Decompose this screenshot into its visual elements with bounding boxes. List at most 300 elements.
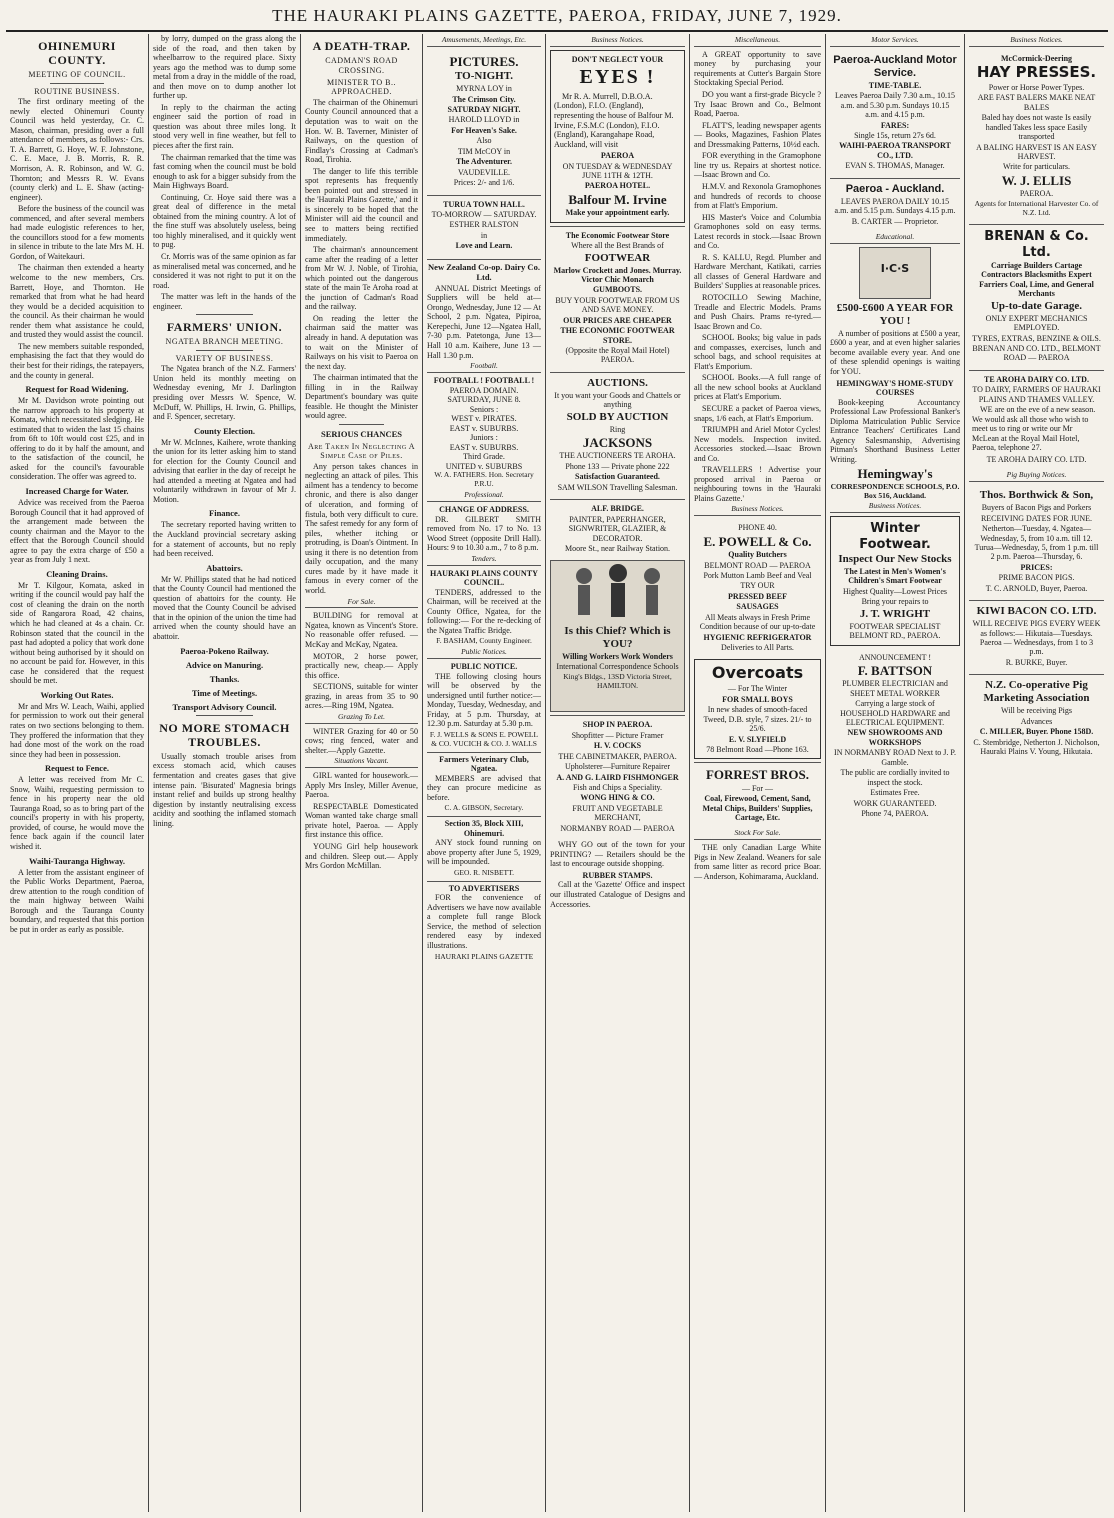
ad-line: B. CARTER — Proprietor. [851,216,939,226]
ad-line: ARE FAST BALERS MAKE NEAT BALES [977,93,1096,112]
ad-line: Third Grade. [463,452,505,462]
paragraph: A letter from the assistant engineer of the Public Works Department, Paeroa, drew attention to the rough condition of the main highway between Waihi Borough and the Tauranga County boundary, and requested that this portion be put in order as early as possible. [10,867,144,934]
ad-line: in [480,230,488,240]
section-tag: Motor Services. [830,36,960,47]
subhead: Paeroa-Pokeno Railway. [180,645,269,656]
headline-ohinemuri: OHINEMURI COUNTY. [38,39,116,68]
ad-line: Also [476,136,492,146]
ad-line: TO DAIRY, FARMERS OF HAURAKI PLAINS AND THAMES VALLEY. [972,385,1101,404]
ad-line: HAURAKI PLAINS GAZETTE [434,951,534,961]
subhead: CADMAN'S ROAD CROSSING. [325,56,398,75]
ad-headline: Hemingway's [857,466,933,482]
ad-line: C. Stembridge, Netherton J. Nicholson, Hauraki Plains V. Young, Hikutaia. [973,737,1100,756]
classified-ad: DO you want a first-grade Bicycle ? Try Isaac Brown and Co., Belmont Road, Paeroa. [694,90,821,119]
ics-illustration [550,560,685,712]
nz-coop-pig-ad [969,674,1104,760]
classified-ad: H.M.V. and Rexonola Gramophones and hundreds of records to choose from at Flatt's Emporium. [694,181,821,211]
ad-line: TO ADVERTISERS [427,881,541,894]
classified-ad: FOR everything in the Gramophone line try us. Repairs at shortest notice.—Isaac Brown and Co. [694,151,821,180]
ad-headline: I·C·S [880,261,910,275]
ad-line: Bring your repairs to [861,597,929,607]
column-6 [690,34,826,1512]
subhead: Are Taken In Neglecting A Simple Case of Piles. [307,441,416,461]
ad-line: Love and Learn. [455,241,513,251]
ad-headline: JACKSONS [582,435,653,451]
ad-line: MYRNA LOY in [456,84,512,94]
ad-line: The Adventurer. [455,157,512,167]
headline-death-trap: A DEATH-TRAP. [312,39,411,53]
ad-line: ONLY EXPERT MECHANICS EMPLOYED. [985,313,1088,333]
section-tag: Educational. [830,233,960,244]
ad-line: Estimates Free. [870,788,920,798]
section-tag: Professional. [427,491,541,502]
classified-ad: FLATT'S, leading newspaper agents — Books, Magazines, Fashion Plates and Dressmaking Patterns, 10½d each. [694,120,821,149]
subhead: County Election. [194,425,255,436]
section-tag: Miscellaneous. [694,36,821,47]
paragraph: WE are on the eve of a new season. We would ask all those who wish to meet us to ring or write our Mr McLean at the Royal Mail Hotel, Paeroa, telephone 27. [972,405,1096,453]
ad-line: PHONE 40. [738,523,777,533]
ad-line: WAIHI-PAEROA TRANSPORT CO., LTD. [839,141,951,160]
ad-line: Ring [609,424,626,434]
ad-line: FOR SMALL BOYS [722,694,793,704]
ad-headline: Paeroa-Auckland Motor Service. [833,53,957,79]
ad-line: FARES: [880,120,910,130]
ad-line: HEMINGWAY'S HOME-STUDY COURSES [836,378,954,398]
paragraph: Mr T. Kilgour, Komata, asked in writing if the council would pay half the cost of cleaning the drain on the north side of Rangarora Road, 42 chains, which he had cleaned at 4s a chain. Cr. Robinson stated that the council in the past had adopted a policy that work done without being authorised by it should on no account be paid for. However, in this case he considered that the request should be met. [10,580,144,686]
ad-line: Marlow Crockett and Jones. Murray. Victor Chic Monarch [553,265,682,284]
ad-line: PRICES: [1020,562,1053,572]
paragraph: Mr W. McInnes, Kaihere, wrote thanking the union for its letter asking him to stand for election for the County Council and advising that earlier in the day of receipt he had attended a meeting at Ngatea and had voluntarily withdrawn in favour of Mr J. Motion. [153,437,296,504]
ad-line: EAST v. SUBURBS. [449,423,519,433]
paragraph: MEMBERS are advised that they can procure medicine as before. [427,773,541,802]
ad-line: Write for particulars. [1003,162,1070,172]
ad-line: C. MILLER, Buyer. Phone 158D. [979,727,1094,737]
ad-line: A. AND G. LAIRD FISHMONGER [556,772,679,782]
ad-line: — For — [741,783,774,793]
ad-line: The Crimson City. [452,94,516,104]
paragraph: Mr and Mrs W. Leach, Waihi, applied for permission to work out their general rates on two sections belonging to them. They proffered the information that they had done most of the work on the road since they had been in possession. [10,701,144,759]
ad-line: Juniors : [470,433,498,443]
ad-title: PICTURES. [449,53,519,69]
ad-line: All Meats always in Fresh Prime Condition because of our up-to-date [699,612,816,632]
section-tag: Public Notices. [427,648,541,659]
ad-line: Baled hay does not waste Is easily handled Takes less space Easily transported [981,113,1092,142]
ad-headline: J. T. WRIGHT [859,607,931,620]
ad-line: The Latest in Men's Women's Children's Smart Footwear [844,566,946,586]
ad-line: FOOTWEAR SPECIALIST BELMONT RD., PAEROA. [849,621,941,641]
ad-line: Pork Mutton Lamb Beef and Veal [703,570,812,580]
subhead: Increased Charge for Water. [25,485,129,496]
paragraph: WHY GO out of the town for your PRINTING? — Retailers should be the last to encourage outside shopping. [550,840,685,869]
ad-line: Leaves Paeroa Daily 7.30 a.m., 10.15 a.m. and 5.30 p.m. Sundays 10.15 a.m. and 4.15 p.m. [835,91,955,120]
ad-line: LEAVES PAEROA DAILY 10.15 a.m. and 5.15 p.m. Sundays 4.15 p.m. [834,196,956,216]
ad-line: SAM WILSON Travelling Salesman. [557,482,678,492]
subhead-routine: ROUTINE BUSINESS. [34,86,120,96]
paragraph: The secretary reported having written to the Auckland provincial secretary asking for a statement of accounts, but no reply had been received. [153,520,296,559]
subhead: Finance. [209,508,240,519]
paragraph: The new members suitable responded, emphasising the fact that they would do their best for their ridings, the ratepayers, and the county in general. [10,341,144,380]
ad-line: Netherton—Tuesday, 4. Ngatea—Wednesday, 5, from 10 a.m. till 12. Turua—Wednesday, 5, from 1 p.m. till 2 p.m. Paeroa—Thursday, 6. [974,524,1099,562]
paragraph: On reading the letter the chairman said the matter was already in hand. A deputation was to wait on the Minister of Railways on his visit to Paeroa on the next day. [305,313,418,371]
forrest-ad [694,762,821,826]
subhead: Transport Advisory Council. [172,701,277,712]
ad-headline: W. J. ELLIS [1001,172,1072,188]
ad-line: PAEROA DOMAIN. [449,385,519,395]
ad-headline: BRENAN & Co. Ltd. [984,229,1089,260]
section-tag: Football. [427,362,541,373]
classified-ad: BUILDING for removal at Ngatea, known as Vincent's Store. No reasonable offer refused. —McKay and McKay, Ngatea. [305,611,418,649]
ad-line: GEO. R. NISBETT. [453,867,515,877]
ad-line: R. BURKE, Buyer. [1005,657,1068,667]
paragraph: DR. GILBERT SMITH removed from No. 17 to No. 13 Wood Street (opposite Drill Hall). Hours: 9 to 10.30 a.m., 7 to 8 p.m. [427,514,541,553]
divider [339,424,384,425]
ad-line: VAUDEVILLE. [457,167,511,177]
ad-line: Phone 133 — Private phone 222 [565,461,670,471]
ad-line: CHANGE OF ADDRESS. [439,504,529,514]
paragraph: Any person takes chances in neglecting an attack of piles. This ailment has a tendency to become chronic, and there is also danger of ulceration, and forming of fistula, both very difficult to cure. The safest remedy for any form of piles, whether itching or protruding, is Doan's Ointment. In using it there is no detention from daily occupation, and the many cures made by it have made it famous in every corner of the world. [305,461,418,595]
ad-line: SAUSAGES [736,602,779,612]
ad-line: The public are cordially invited to inspect the stock. [840,768,950,787]
section-tag: Pig Buying Notices. [969,471,1104,482]
ad-line: PUBLIC NOTICE. [450,662,518,672]
ad-line: 78 Belmont Road —Phone 163. [706,744,809,754]
ad-line: Shopfitter — Picture Framer [571,730,664,740]
classified-ad: WINTER Grazing for 40 or 50 cows; ring fenced, water and shelter.—Apply Gazette. [305,726,418,755]
ad-headline: £500-£600 A YEAR FOR YOU ! [836,301,954,327]
paragraph: The chairman of the Ohinemuri County Council announced that a deputation was to wait on the Hon. W. B. Taverner, Minister of Railways, on the question of Findlay's Crossing at Cadman's Road, Tirohia. [305,97,418,165]
ad-line: PRIME BACON PIGS. [998,573,1075,583]
ad-line: TE AROHA DAIRY CO. LTD. [984,374,1089,384]
section-tag: For Sale. [305,598,418,609]
column-4 [423,34,546,1512]
classified-ad: ROTOCILLO Sewing Machine, Treadle and Electric Models. Prams and Push Chairs. Prams re-tyred.—Isaac Brown and Co. [694,292,821,331]
ad-headline: Winter Footwear. [859,521,931,552]
ad-line: International Correspondence Schools [556,662,679,672]
classified-ad: TRIUMPH and Ariel Motor Cycles! New models. Inspection invited. Accessories stocked.—Isaac Brown and Co. [694,425,821,463]
paragraph: A number of positions at £500 a year, £600 a year, and at even higher salaries become available every year. And one of these splendid openings is waiting for YOU. [830,328,960,376]
ad-line: Moore St., near Railway Station. [564,543,671,553]
ad-line: EVAN S. THOMAS, Manager. [845,161,945,171]
ad-line: Phone 74, PAEROA. [861,808,929,818]
ad-line: Where all the Best Brands of [571,241,664,251]
ad-line: WORK GUARANTEED. [853,798,937,808]
ad-line: PAEROA [600,151,635,161]
ad-line: CORRESPONDENCE SCHOOLS, P.O. Box 516, Auckland. [830,481,960,500]
ad-line: Farmers Veterinary Club, Ngatea. [427,752,541,774]
subhead: Working Out Rates. [40,689,114,700]
subhead: Waihi-Tauranga Highway. [28,855,126,866]
ad-line: TRY OUR [740,581,775,591]
ad-line: PAINTER, PAPERHANGER, SIGNWRITER, GLAZIER, & DECORATOR. [568,514,667,543]
section-tag: Stock For Sale. [694,829,821,840]
section-tag: Tenders. [427,555,541,566]
ad-line: ESTHER RALSTON [449,220,519,230]
ad-line: SHOP IN PAEROA. [582,720,653,730]
ad-headline: E. POWELL & Co. [703,533,812,549]
ad-line: Highest Quality—Lowest Prices [843,586,947,596]
ad-headline: F. BATTSON [857,662,933,678]
shop-ad [550,715,685,837]
column-5 [546,34,690,1512]
divider [50,83,104,84]
classified-ad: SCHOOL Books.—A full range of all the new school books at Auckland prices at Flatt's Emporium. [694,373,821,402]
ad-line: Carrying a large stock of HOUSEHOLD HARDWARE and ELECTRICAL EQUIPMENT. [840,699,950,728]
ad-line: Coal, Firewood, Cement, Sand, Metal Chips, Builders' Supplies, Cartage, Etc. [702,794,813,823]
ad-line: GUMBOOTS. [592,285,643,295]
ad-line: WILL RECEIVE PIGS EVERY WEEK as follows:— Hikutaia—Tuesdays. Paeroa — Wednesdays, from 1 to 3 p.m. [972,619,1101,657]
hay-press-ad [969,50,1104,222]
ad-line: Fish and Chips a Speciality. [572,783,663,793]
subhead: New Zealand Co-op. Dairy Co. Ltd. [427,259,541,282]
masthead-rule [6,30,1108,32]
subhead-meeting: MEETING OF COUNCIL. [28,70,126,80]
ad-line: — For The Winter [727,684,788,694]
ad-line: H. V. COCKS [593,741,642,751]
paragraph: by lorry, dumped on the grass along the side of the road, and then taken by wheelbarrow to the required place. Sixty years ago the method was to dump some metal from a dray in the middle of the road, and then move on to dump another lot further up. [153,34,296,101]
headline-farmers-union: FARMERS' UNION. [166,320,283,335]
ad-line: It you want your Goods and Chattels or anything [554,390,681,410]
classified-ad: RESPECTABLE Domesticated Woman wanted take charge small private hotel, Paeroa. — Apply first instance this office. [305,801,418,840]
classified-ad: MOTOR, 2 horse power, practically new, cheap.— Apply this office. [305,651,418,680]
column-1 [6,34,149,1512]
columns [6,34,1108,1512]
ad-line: A BALING HARVEST IS AN EASY HARVEST. [976,142,1097,162]
paragraph: Book-keeping Accountancy Professional Law Professional Banker's Diploma Matriculation Public Service Entrance Teachers' Certificates Land Agency Salesmanship, Advertising Pitman's Shorthand Business Letter Writing. [830,397,960,464]
divider [196,350,253,351]
ad-line: BELMONT ROAD — PAEROA [704,560,811,570]
masthead: THE HAURAKI PLAINS GAZETTE, PAEROA, FRIDAY, JUNE 7, 1929. [272,6,842,25]
ad-line: E. V. SLYFIELD [728,734,787,744]
ad-line: TURUA TOWN HALL. [443,199,525,209]
ad-line: THE AUCTIONEERS TE AROHA. [559,451,676,461]
ad-line: McCormick-Deering [1000,53,1073,63]
paragraph: The matter was left in the hands of the engineer. [153,292,296,311]
ad-headline: N.Z. Co-operative Pig Marketing Association [983,679,1090,705]
ad-line: For Heaven's Sake. [451,125,517,135]
ad-line: F. J. WELLS & SONS E. POWELL & CO. VUCICH & CO. J. WALLS [429,729,539,748]
ad-line: TYRES, EXTRAS, BENZINE & OILS. [972,333,1101,343]
paragraph: ANY stock found running on above property after June 5, 1929, will be impounded. [427,838,541,867]
ad-line: TO-NIGHT. [455,70,513,83]
ad-line: In new shades of smooth-faced Tweed, D.B. style, 7 sizes. 21/- to 25/6. [703,705,812,734]
ad-line: Advances [1020,716,1053,726]
ad-line: WONG HING & CO. [580,793,655,803]
powell-ad [694,519,821,656]
ad-line: NORMANBY ROAD — PAEROA [560,823,675,833]
subhead: Advice on Manuring. [185,659,264,670]
ad-line: DON'T NEGLECT YOUR [571,54,664,64]
ad-line: Prices: 2/- and 1/6. [453,178,515,188]
classified-ad: GIRL wanted for housework.— Apply Mrs Insley, Miller Avenue, Paeroa. [305,771,418,800]
paragraph: FOR the convenience of Advertisers we have now available a complete full range Block Service, the method of selection rendered easy by indexed illustrations. [427,893,541,950]
paeroa-auckland-ad [830,178,960,230]
subhead: MINISTER TO B.. APPROACHED. [327,78,396,97]
subhead: Thanks. [209,673,240,684]
eyes-ad [550,50,685,223]
ad-line: THE ECONOMIC FOOTWEAR STORE. [560,326,675,345]
subhead: Cleaning Drains. [46,568,108,579]
motor-service-ad [830,50,960,175]
pictures-ad [427,50,541,192]
ad-headline: Balfour M. Irvine [568,191,667,207]
ad-line: FRUIT AND VEGETABLE MERCHANT, [572,803,663,823]
ad-line: TO-MORROW — SATURDAY. [431,209,537,219]
ad-line: FOOTBALL ! FOOTBALL ! [433,375,535,385]
ad-line: ANNOUNCEMENT ! [858,652,932,662]
ad-line: PAEROA. [1019,189,1054,199]
ad-line: Deliveries to All Parts. [721,643,794,652]
paragraph: Cr. Morris was of the same opinion as far as mineralised metal was concerned, and he considered it was not right to put it on the road. [153,252,296,290]
subhead: Time of Meetings. [191,687,258,698]
section-tag: Amusements, Meetings, Etc. [427,36,541,47]
ad-line: HAROLD LLOYD in [448,115,520,125]
ad-line: NEW SHOWROOMS AND WORKSHOPS [847,728,943,747]
paragraph: The chairman then extended a hearty welcome to the new members, Crs. Barrett, Hoye, and Thornton. He remarked that from what he had heard they would be a decided acquisition to the council. As their chairman he would render them what assistance he could, and trusted they would assist the council. [10,263,144,340]
ad-line: TE AROHA DAIRY CO. LTD. [986,454,1087,464]
classified-ad: SECTIONS, suitable for winter grazing, in areas from 35 to 90 acres.—Ring 19M, Ngatea. [305,682,418,711]
ad-line: ALF. BRIDGE. [591,504,644,514]
ad-line: PAEROA HOTEL. [584,181,651,191]
classified-ad: TRAVELLERS ! Advertise your proposed arrival in Paeroa or neighbouring towns in the 'Hauraki Plains Gazette.' [694,465,821,503]
ad-line: EAST v. SUBURBS. [449,442,519,452]
ad-line: WEST v. PIRATES. [451,414,517,424]
section-tag: Situations Vacant. [305,757,418,768]
paragraph: Call at the 'Gazette' Office and inspect our illustrated Catalogue of Designs and Accessories. [550,880,685,909]
footwear-ad [550,226,685,369]
paragraph: The chairman intimated that the filling in in the Railway Department's boundary was quite feasible. He thought the Minister would agree. [305,373,418,421]
divider [196,314,253,315]
paragraph: THE following closing hours will be observed by the undersigned until further notice:— Monday, Tuesday, Wednesday, and Friday, at 5 p.m. Thursday, at 12.30 p.m. Saturday at 5.30 p.m. [427,671,541,729]
paragraph: Mr R. A. Murrell, D.B.O.A. (London), F.I.O. (England), representing the house of Balfour M. Irvine, F.S.M.C (London), F.I.O. (England), Karangahape Road, Auckland, will visit [554,91,674,149]
ad-line: Section 35, Block XIII, Ohinemuri. [427,816,541,838]
section-tag: Business Notices. [830,502,960,513]
ad-line: PLUMBER ELECTRICIAN and SHEET METAL WORKER [842,679,948,698]
paragraph: ANNUAL District Meetings of Suppliers will be held at— Orongo, Wednesday, June 12 — At School, 2 p.m. Ngatea, Pipiroa, Kerepechi, June 12—Ngatea Hall, 7-30 p.m. Patetonga, June 13—Hall 10 a.m. Kaihere, June 13 — Hall 1.30 p.m. [427,283,541,360]
classified-ad: SCHOOL Books; big value in pads and compasses, exercises, lunch and school bags, and school requisites at Flatt's Emporium. [694,333,821,371]
classified-ad: THE only Canadian Large White Pigs in New Zealand. Weaners for sale from same litter as record price Boar. — Anderson, Kohimarama, Auckland. [694,843,821,881]
headline-stomach: NO MORE STOMACH TROUBLES. [159,720,290,749]
paragraph: Usually stomach trouble arises from excess stomach acid, which causes fermentation and creates gases that give intense pain. 'Bisurated' Magnesia brings instant relief and builds up strong healthy digestion by instantly neutralising excess acidity and soothing the inflamed stomach lining. [153,751,296,828]
paragraph: The danger to life this terrible spot represents has frequently been pointed out and stressed in the 'Hauraki Plains Gazette,' and it is sincerely to be hoped that the Minister will aid the council and see to matters being rectified immediately. [305,166,418,243]
section-tag: Business Notices. [969,36,1104,47]
ad-line: THE CABINETMAKER, PAEROA. [558,751,677,761]
classified-ad: R. S. KALLU, Regd. Plumber and Hardware Merchant, Katikati, carries all classes of General Hardware and Builders' Supplies at reasonable prices. [694,252,821,291]
ad-line: TIME-TABLE. [868,80,922,90]
subhead: VARIETY OF BUSINESS. [175,353,274,363]
te-aroha-dairy-ad [969,370,1104,468]
ad-line: IN NORMANBY ROAD Next to J. P. Gamble. [834,748,956,767]
kiwi-bacon-ad [969,600,1104,671]
classified-ad: HIS Master's Voice and Columbia Gramophones sold on easy terms. Latest records in stock.—Isaac Brown and Co. [694,212,821,251]
ad-line: T. C. ARNOLD, Buyer, Paeroa. [985,583,1088,593]
ad-line: UNITED v. SUBURBS [445,461,523,471]
ad-line: Quality Butchers [728,550,787,560]
ad-line: BRENAN AND CO. LTD., BELMONT ROAD — PAEROA [972,344,1101,363]
ad-line: Seniors : [469,404,499,414]
section-tag: Grazing To Let. [305,713,418,724]
ad-headline: Thos. Borthwick & Son, [979,489,1094,502]
column-7 [826,34,965,1512]
paragraph: In reply to the chairman the acting engineer said the portion of road in question was about three miles long. It stood very well in fine weather, but fell to pieces after the first rain. [153,102,296,151]
classified-ad: SECURE a packet of Paeroa views, snaps, 1/6 each, at Flatt's Emporium. [694,403,821,423]
subhead: Abattoirs. [206,562,243,573]
ad-headline: Paeroa - Auckland. [845,182,945,195]
ad-line: HYGIENIC REFRIGERATOR [703,632,812,642]
ad-headline: AUCTIONS. [587,376,648,389]
paragraph: Advice was received from the Paeroa Borough Council that it had approved of the arrangement made between the county chairman and the Mayor to the effect that the Borough Council should agree to pay the extra charge of £50 a year as from July 1 next. [10,498,144,565]
winter-footwear-ad [830,516,960,645]
auctions-ad [550,372,685,496]
figures-icon [554,561,682,621]
ad-headline: HAY PRESSES. [976,63,1097,82]
subhead: Request to Fence. [45,763,109,774]
classified-ad: YOUNG Girl help housework and children. Sleep out.— Apply Mrs Gordon McMillan. [305,841,418,871]
ad-line: Make your appointment early. [565,208,670,218]
subhead: NGATEA BRANCH MEETING. [165,337,284,347]
ad-line: PRESSED BEEF [728,591,787,601]
painter-ad [550,499,685,557]
ad-line: Willing Workers Work Wonders [562,651,673,661]
ad-headline: KIWI BACON CO. LTD. [976,605,1097,618]
ad-line: SATURDAY, JUNE 8. [447,395,521,405]
ad-headline: Overcoats [711,663,804,683]
paragraph: Mr W. Phillips stated that he had noticed that the County Council had mentioned the question of abattoirs for the county. He moved that the County Council be advised that in the opinion of the union the time had arrived when the county should have an abattoir. [153,574,296,641]
ad-line: Inspect Our New Stocks [838,552,952,565]
headline-serious-chances: SERIOUS CHANCES [320,428,402,439]
section-tag: Business Notices. [694,505,821,516]
paragraph: Before the business of the council was commenced, and after several members had made eulogistic references to her, the councillors stood for a few moments in silence in tribute to the late Mrs M. H. Gordon, of Waitekauri. [10,204,144,261]
paragraph: Mr M. Davidson wrote pointing out the narrow approach to his property at Komata, which necessitated sledging. He estimated that to widen the last 15 chains from 6ft to 10ft would cost £25, and in offering to do it by half the amount, and to the satisfaction of the council, he asked for the council's favourable consideration. The offer was agreed to. [10,396,144,482]
paragraph: The chairman's announcement came after the reading of a letter from Mr W. J. Noble, of Tirohia, which pointed out the dangerous state of the main Te Aroha road at the junction of Cadman's Road and the railway. [305,245,418,312]
ad-line: TIM McCOY in [457,146,511,156]
ad-headline: EYES ! [579,66,656,89]
ad-line: King's Bldgs., 13SD Victoria Street, HAMILTON. [563,671,672,690]
column-8 [965,34,1108,1512]
battson-ad [830,649,960,823]
ad-line: W. A. FATHERS. Hon. Secretary P.R.U. [434,470,534,489]
ad-headline: Up-to-date Garage. [990,299,1083,312]
ad-line: RECEIVING DATES FOR JUNE. [980,513,1093,523]
ad-line: Upholsterer—Furniture Repairer [564,762,671,772]
ad-line: OUR PRICES ARE CHEAPER [563,315,672,325]
paragraph: The chairman remarked that the time was fast coming when the council must be bold enough to ask for a bigger subsidy from the Main Highways Board. [153,152,296,191]
ad-line: Agents for International Harvester Co. of N.Z. Ltd. [974,198,1099,217]
subhead: Request for Road Widening. [25,384,129,395]
ad-line: BUY YOUR FOOTWEAR FROM US AND SAVE MONEY. [555,295,680,315]
brenan-ad [969,224,1104,367]
ad-line: Buyers of Bacon Pigs and Porkers [981,503,1092,513]
turua-hall-ad [427,195,541,255]
column-2 [149,34,301,1512]
paragraph: TENDERS, addressed to the Chairman, will be received at the County Office, Ngatea, for the following:— For the re-decking of the Ngatea Traffic Bridge. [427,587,541,635]
ad-line: Carriage Builders Cartage Contractors Blacksmiths Expert Farriers Coal, Lime, and General Merchants [979,261,1094,299]
ad-headline: FORREST BROS. [705,767,810,783]
ad-line: The Economic Footwear Store [565,230,670,240]
classified-ad: A GREAT opportunity to save money by purchasing your requirements at Cutter's Bargain Store Stocktaking Special Period. [694,49,821,88]
overcoats-ad [694,659,821,759]
paragraph: Continuing, Cr. Hoye said there was a great deal of difference in the metal obtained from the mining country. A lot of the fine stuff was absolutely useless, being too highly mineralised, and it quickly went to pug. [153,192,296,250]
column-3 [301,34,423,1512]
ad-line: Will be receiving Pigs [1001,706,1072,716]
ad-line: Single 15s, return 27s 6d. [854,130,936,140]
divider [196,715,253,716]
borthwick-ad [969,485,1104,597]
ad-line: SATURDAY NIGHT. [447,105,521,115]
ad-line: SOLD BY AUCTION [566,410,669,423]
ics-logo [859,247,931,299]
ad-line: F. BASHAM, County Engineer. [436,636,532,646]
ad-headline: Is this Chief? Which is YOU? [564,624,671,650]
